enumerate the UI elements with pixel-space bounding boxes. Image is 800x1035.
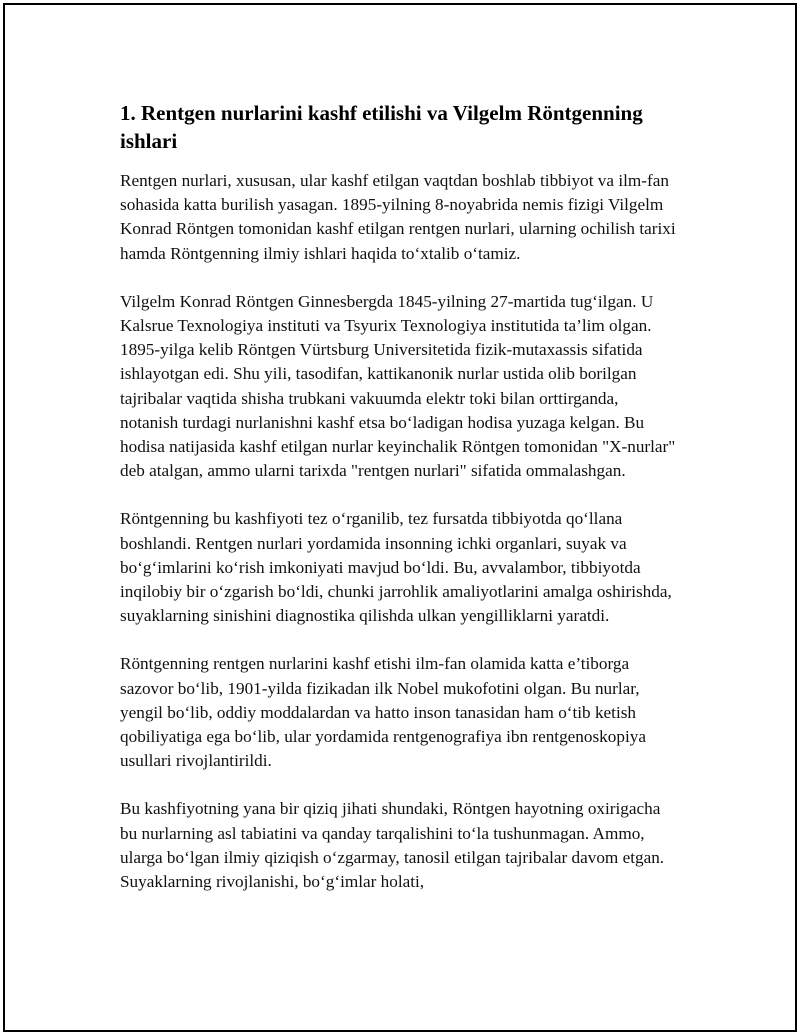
document-title: 1. Rentgen nurlarini kashf etilishi va Vilgelm Röntgenning ishlari — [120, 101, 643, 153]
paragraph-3: Röntgenning bu kashfiyoti tez o‘rganilib, tez fursatda tibbiyotda qo‘llana boshlandi. Rentgen nurlari yordamida insonning ichki organlari, suyak va bo‘g‘imlarini ko‘rish imkoniyati mavjud bo‘ldi. Bu, avvalambor, tibbiyotda inqilobiy bir o‘zgarish bo‘ldi, chunki jarrohlik amaliyotlarini amalga oshirishda, suyaklarning sinishini diagnostika qilishda ulkan yengilliklarni yaratdi. — [120, 509, 672, 626]
page-border — [3, 3, 797, 1032]
document-body — [120, 99, 680, 918]
paragraph-1: Rentgen nurlari, xususan, ular kashf etilgan vaqtdan boshlab tibbiyot va ilm-fan sohasida katta burilish yasagan. 1895-yilning 8-noyabrida nemis fizigi Vilgelm Konrad Röntgen tomonidan kashf etilgan rentgen nurlari, ularning ochilish tarixi hamda Röntgenning ilmiy ishlari haqida to‘xtalib o‘tamiz. — [120, 171, 676, 263]
paragraph-5: Bu kashfiyotning yana bir qiziq jihati shundaki, Röntgen hayotning oxirigacha bu nurlarning asl tabiatini va qanday tarqalishini to‘la tushunmagan. Ammo, ularga bo‘lgan ilmiy qiziqish o‘zgarmay, tanosil etilgan tajribalar davom etgan. Suyaklarning rivojlanishi, bo‘g‘imlar holati, — [120, 799, 665, 892]
paragraph-4: Röntgenning rentgen nurlarini kashf etishi ilm-fan olamida katta e’tiborga sazovor bo‘lib, 1901-yilda fizikadan ilk Nobel mukofotini olgan. Bu nurlar, yengil bo‘lib, oddiy moddalardan va hatto inson tanasidan ham o‘tib ketish qobiliyatiga ega bo‘lib, ular yordamida rentgenografiya ibn rentgenoskopiya usullari rivojlantirildi. — [120, 654, 646, 771]
paragraph-2: Vilgelm Konrad Röntgen Ginnesbergda 1845-yilning 27-martida tug‘ilgan. U Kalsrue Texnologiya instituti va Tsyurix Texnologiya institutida ta’lim olgan. 1895-yilga kelib Röntgen Vürtsburg Universitetida fizik-mutaxassis sifatida ishlayotgan edi. Shu yili, tasodifan, kattikanonik nurlar ustida olib borilgan tajribalar vaqtida shisha trubkani vakuumda elektr toki bilan orttirganda, notanish turdagi nurlanishni kashf etsa bo‘ladigan hodisa yuzaga kelgan. Bu hodisa natijasida kashf etilgan nurlar keyinchalik Röntgen tomonidan "X-nurlar" deb atalgan, ammo ularni tarixda "rentgen nurlari" sifatida ommalashgan. — [120, 291, 676, 481]
